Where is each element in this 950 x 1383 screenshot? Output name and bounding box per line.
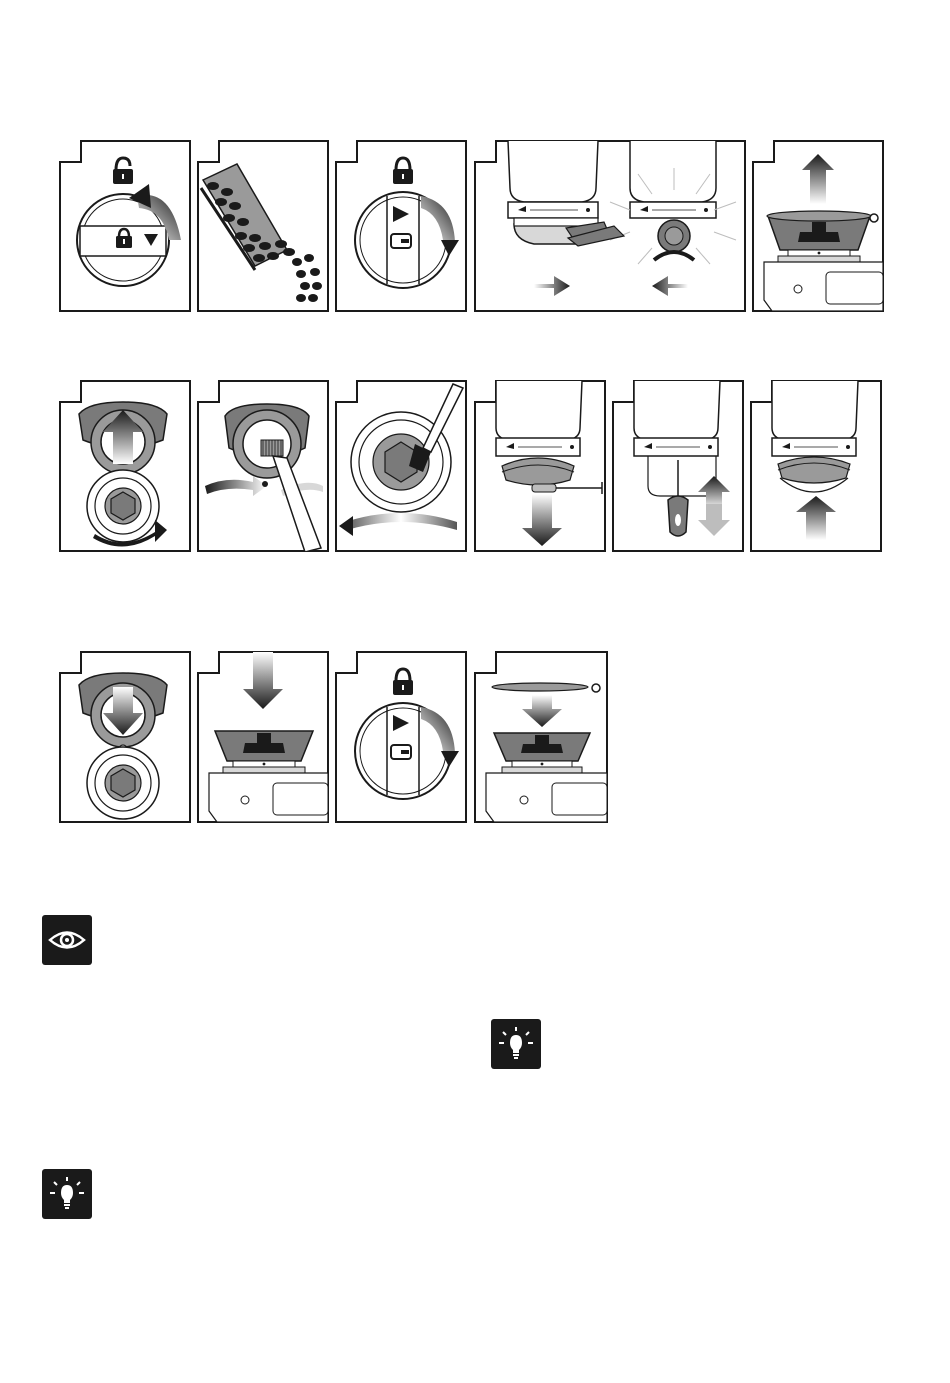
lightbulb-icon — [42, 1169, 92, 1219]
step-6-remove-upper-burr — [59, 380, 191, 552]
step-5-remove-hopper — [752, 140, 884, 312]
step-13-insert-hopper — [197, 651, 329, 823]
key-icon — [391, 745, 411, 759]
step-3-lock-dial — [335, 140, 467, 312]
step-7-clean-burr-comb — [197, 380, 329, 552]
step-9-lower-chute — [474, 380, 606, 552]
step-12-insert-upper-burr — [59, 651, 191, 823]
step-14-lock-dial — [335, 651, 467, 823]
step-15-insert-lid — [474, 651, 608, 823]
step-11-raise-chute — [750, 380, 882, 552]
lightbulb-icon — [491, 1019, 541, 1069]
key-icon — [391, 234, 411, 248]
step-1-unlock-dial — [59, 140, 191, 312]
eye-icon — [42, 915, 92, 965]
step-4-grind-portafilter — [474, 140, 746, 312]
step-8-clean-lower-burr — [335, 380, 467, 552]
step-2-fill-beans — [197, 140, 329, 312]
step-10-clean-chute — [612, 380, 744, 552]
